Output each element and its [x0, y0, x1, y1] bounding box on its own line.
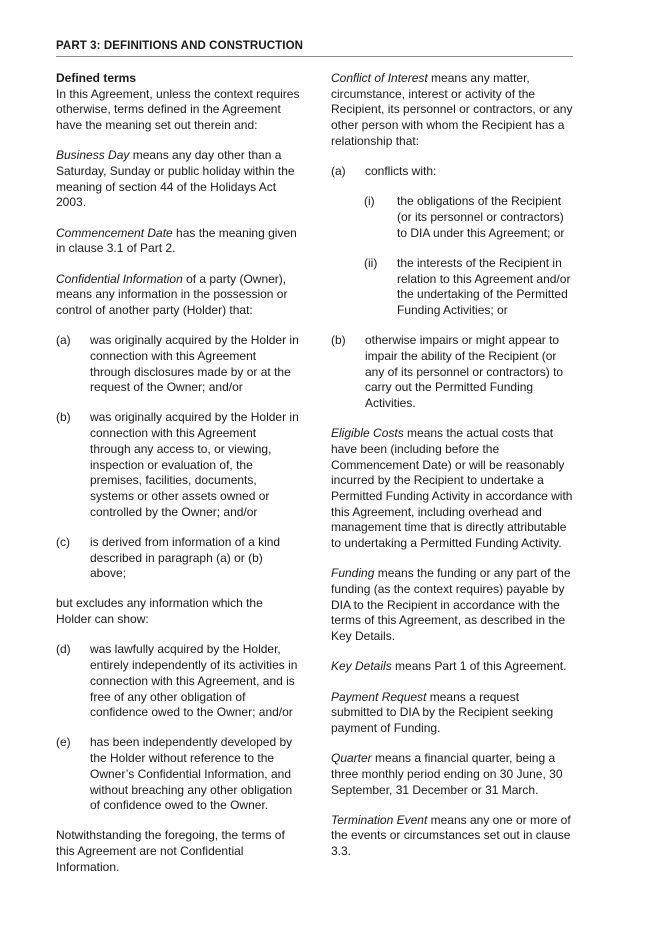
list-item-c — [56, 535, 300, 582]
item-text: was originally acquired by the Holder in connection with this Agreement through any access to, or viewing, inspection or evaluation of, the premises, facilities, documents, systems or other assets owned or controlled by the Owner; and/or — [90, 410, 299, 519]
definition-text: means a request submitted to DIA by the Recipient seeking payment of Funding. — [331, 689, 554, 735]
page-heading: PART 3: DEFINITIONS AND CONSTRUCTION — [56, 40, 304, 52]
definition-text: means a financial quarter, being a three monthly period ending on 30 June, 30 September, 31 December or 31 March. — [331, 751, 563, 797]
left-column — [56, 71, 300, 890]
definition-commencement-date — [56, 226, 300, 257]
term-confidential-information: Confidential Information — [56, 271, 183, 286]
term-termination-event: Termination Event — [331, 812, 428, 827]
excludes-paragraph: but excludes any information which the Holder can show: — [56, 596, 263, 627]
notwithstanding-paragraph: Notwithstanding the foregoing, the terms of this Agreement are not Confidential Information. — [56, 828, 285, 874]
intro-paragraph: In this Agreement, unless the context requires otherwise, terms defined in the Agreement have the meaning set out therein and: — [56, 86, 300, 133]
term-quarter: Quarter — [331, 751, 372, 766]
list-item-a — [331, 164, 574, 180]
definition-conflict-of-interest — [331, 71, 574, 150]
list-item-b — [56, 410, 300, 520]
item-label: (e) — [56, 735, 71, 750]
definition-text: means the actual costs that have been (including before the Commencement Date) or will be reasonably incurred by the Recipient to undertake a Permitted Funding Activity in accordance with this Agreement, including overhead and management time that is directly attributable to undertaking a Permitted Funding Activity. — [331, 426, 573, 551]
definition-text: means any one or more of the events or circumstances set out in clause 3.3. — [331, 812, 571, 859]
item-label: (a) — [56, 333, 71, 348]
defined-terms-title: Defined terms — [56, 71, 137, 85]
definition-text: means any matter, circumstance, interest or activity of the Recipient, its personnel or contractors, or any other person with whom the Recipient has a relationship that: — [331, 71, 573, 148]
item-label: (b) — [56, 410, 71, 425]
item-label: (a) — [331, 164, 346, 179]
sub-item-label: (i) — [364, 194, 375, 209]
definition-confidential-information — [56, 272, 300, 319]
heading-rule — [56, 56, 573, 57]
definition-text: has the meaning given in clause 3.1 of Part 2. — [56, 225, 297, 256]
list-item-e — [56, 735, 300, 814]
item-label: (c) — [56, 534, 70, 549]
definition-eligible-costs — [331, 426, 574, 552]
definition-text: means any day other than a Saturday, Sunday or public holiday within the meaning of section 44 of the Holidays Act 2003. — [56, 148, 295, 210]
definition-text: means Part 1 of this Agreement. — [391, 659, 567, 674]
term-business-day: Business Day — [56, 148, 130, 163]
list-item-d — [56, 642, 300, 721]
term-funding: Funding — [331, 566, 375, 581]
item-label: (b) — [331, 333, 346, 348]
term-payment-request: Payment Request — [331, 689, 427, 704]
definition-quarter — [331, 751, 574, 798]
item-text: was originally acquired by the Holder in connection with this Agreement through disclosures made by or at the request of the Owner; and/or — [90, 333, 299, 395]
term-conflict-of-interest: Conflict of Interest — [331, 71, 428, 85]
definition-key-details — [331, 659, 574, 675]
definition-text: of a party (Owner), means any information in the possession or control of another party (Holder) that: — [56, 271, 288, 317]
sub-item-ii — [364, 256, 574, 319]
item-text: was lawfully acquired by the Holder, entirely independently of its activities in connection with this Agreement, and is free of any other obligation of confidence owed to the Owner; and/or — [90, 642, 298, 720]
definition-text: means the funding or any part of the funding (as the context requires) payable by DIA to the Recipient in accordance with the terms of this Agreement, as described in the Key Details. — [331, 566, 571, 644]
term-commencement-date: Commencement Date — [56, 225, 173, 240]
item-text: conflicts with: — [365, 164, 437, 179]
definition-business-day — [56, 148, 300, 211]
sub-item-i — [364, 194, 574, 241]
term-eligible-costs: Eligible Costs — [331, 426, 404, 441]
term-key-details: Key Details — [331, 659, 392, 674]
item-text: otherwise impairs or might appear to impair the ability of the Recipient (or any of its personnel or contractors) to carry out the Permitted Funding Activities. — [365, 333, 564, 410]
item-text: has been independently developed by the Holder without reference to the Owner’s Confidential Information, and without breaching any other obligation of confidence owed to the Owner. — [90, 735, 293, 813]
sub-item-label: (ii) — [364, 255, 378, 270]
list-item-b — [331, 333, 574, 412]
item-label: (d) — [56, 642, 71, 657]
definition-termination-event — [331, 813, 574, 860]
item-text: is derived from information of a kind described in paragraph (a) or (b) above; — [90, 534, 281, 581]
right-column — [331, 71, 574, 874]
definition-funding — [331, 566, 574, 645]
definition-payment-request — [331, 690, 574, 737]
sub-item-text: the interests of the Recipient in relation to this Agreement and/or the undertaking of the Permitted Funding Activities; or — [397, 255, 571, 317]
list-item-a — [56, 333, 300, 396]
sub-item-text: the obligations of the Recipient (or its personnel or contractors) to DIA under this Agreement; or — [397, 194, 565, 240]
